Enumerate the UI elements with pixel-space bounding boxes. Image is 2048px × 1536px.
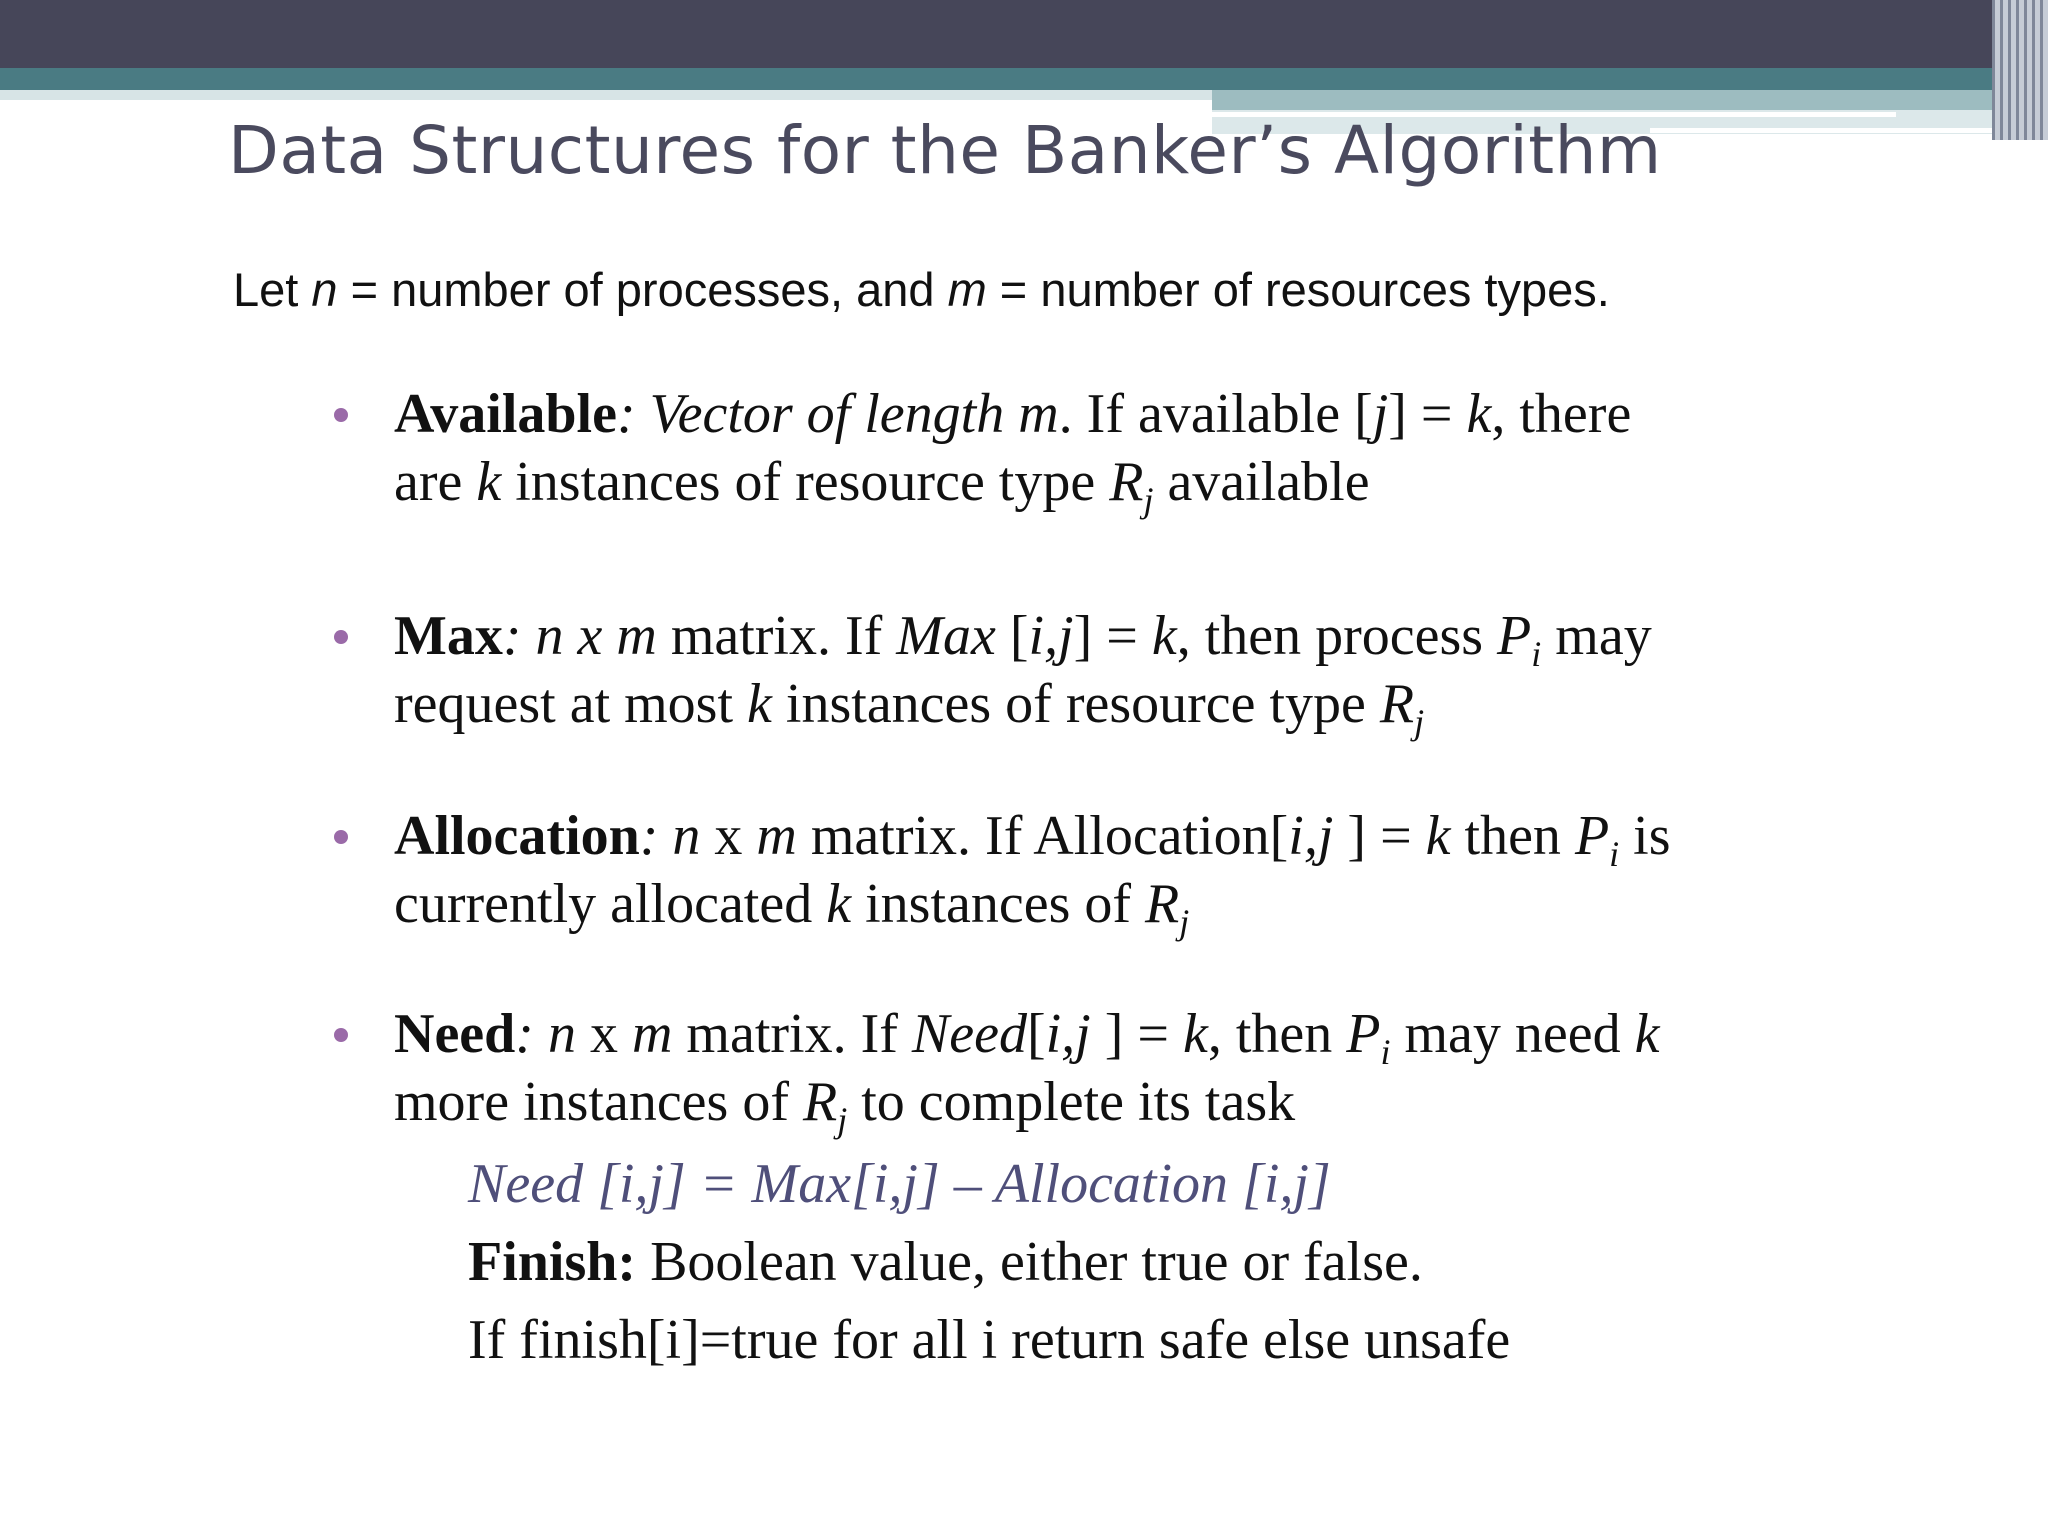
header-bar-pale-left bbox=[0, 90, 1212, 100]
header-bar-teal-light bbox=[1212, 90, 2048, 110]
bullet-available: Available: Vector of length m. If available [j] = k, there are k instances of resource type $R_j$ available bbox=[334, 380, 1954, 516]
bullet-allocation: Allocation: n x m matrix. If Allocation[i,j ] = k then $P_i$ is currently allocated k instances of $R_j$ bbox=[334, 802, 1954, 938]
bullet-dot bbox=[334, 630, 348, 644]
need-formula: Need [i,j] = Max[i,j] – Allocation [i,j] bbox=[468, 1153, 1331, 1215]
intro-line: Let n = number of processes, and m = number of resources types. bbox=[233, 263, 1610, 316]
header-bar-teal bbox=[0, 68, 2048, 90]
slide-title: Data Structures for the Banker’s Algorithm bbox=[228, 112, 1662, 189]
header-bar-dark bbox=[0, 0, 2048, 68]
need-details bbox=[468, 1145, 1510, 1379]
bullet-need: Need: n x m matrix. If Need[i,j ] = k, then $P_i$ may need k more instances of $R_j$ to complete its task bbox=[334, 1000, 1954, 1136]
bullet-max: Max: n x m matrix. If Max [i,j] = k, then process $P_i$ may request at most k instances of resource type $R_j$ bbox=[334, 602, 1954, 738]
bullet-dot bbox=[334, 408, 348, 422]
header-line-2 bbox=[1650, 128, 2048, 133]
bullet-dot bbox=[334, 1028, 348, 1042]
corner-stripes bbox=[1992, 0, 2048, 140]
final-line: If finish[i]=true for all i return safe else unsafe bbox=[468, 1309, 1511, 1371]
finish-line: Finish: Boolean value, either true or false. bbox=[468, 1231, 1423, 1293]
bullet-dot bbox=[334, 830, 348, 844]
